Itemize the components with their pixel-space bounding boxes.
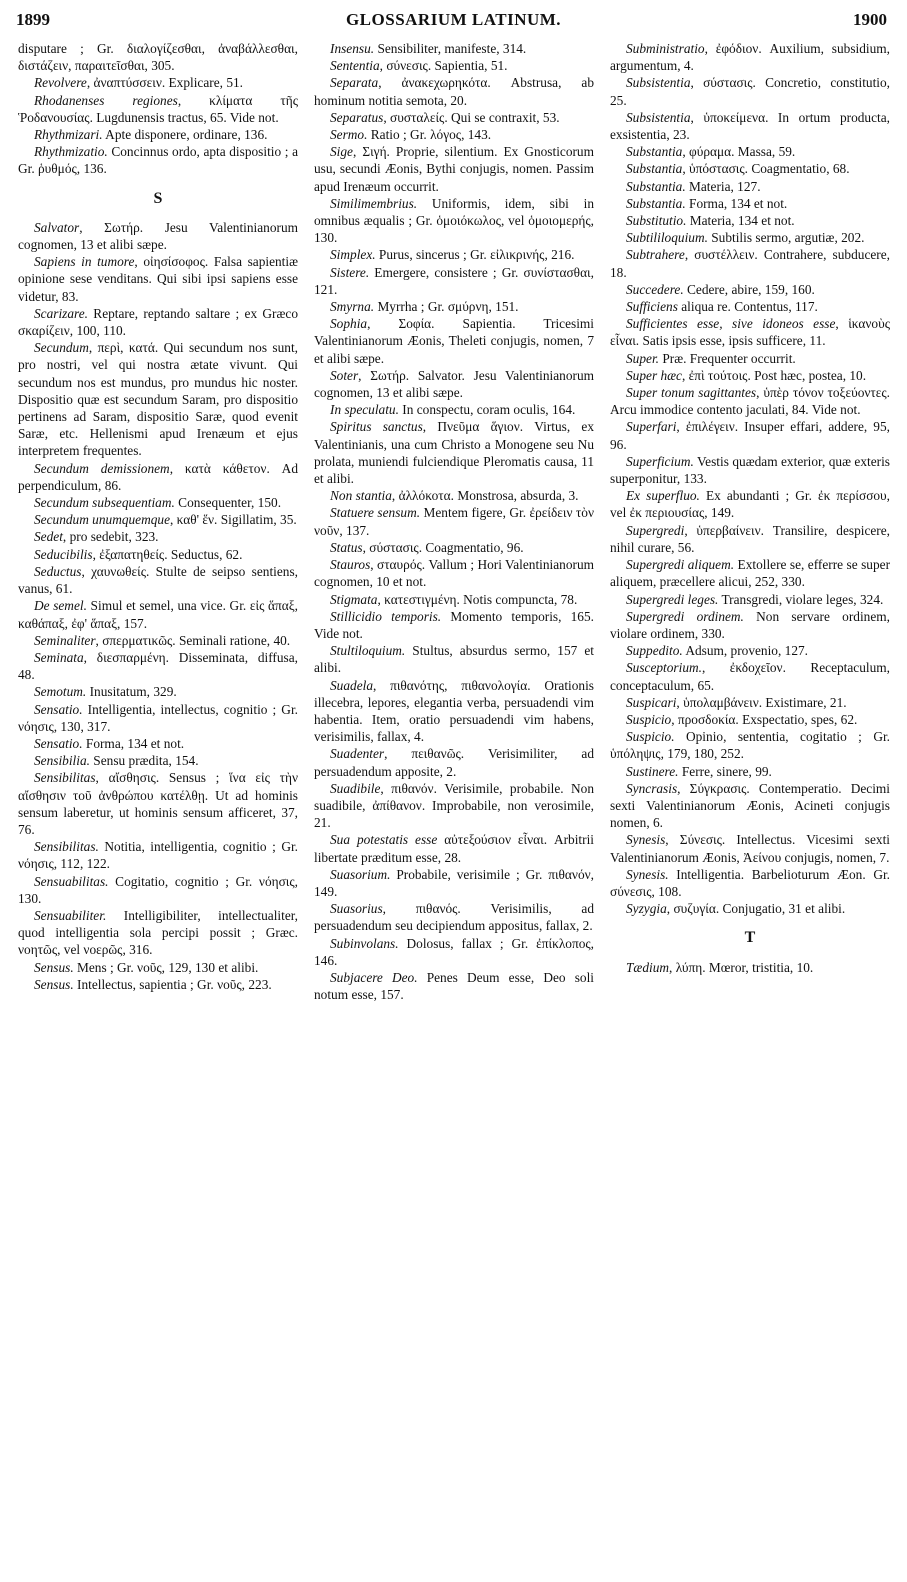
entry-headword: De semel. (34, 598, 87, 614)
glossary-entry (610, 711, 890, 728)
entry-headword: Supergredi leges. (626, 591, 719, 607)
entry-headword: Insensu. (330, 41, 375, 56)
entry-headword: Sedet (34, 529, 63, 545)
entry-headword: Rhodanenses regiones (34, 92, 178, 108)
glossary-entry (610, 728, 890, 762)
entry-headword: Stigmata (330, 591, 378, 607)
glossary-entry (314, 539, 594, 556)
entry-definition: , ἐπὶ τούτοις. Post hæc, postea, 10. (681, 367, 867, 383)
glossary-entry (18, 305, 298, 339)
entry-definition: aliqua re. Contentus, 117. (677, 299, 818, 315)
glossary-entry (314, 264, 594, 298)
glossary-entry (18, 649, 298, 683)
entry-headword: Suspicio (626, 711, 672, 727)
glossary-entry (314, 57, 594, 74)
glossary-entry (314, 969, 594, 1003)
entry-headword: Sufficientes esse, sive idoneos esse (626, 316, 836, 332)
entry-definition: Materia, 134 et not. (686, 213, 795, 229)
glossary-entry (610, 694, 890, 711)
entry-definition: Sensu prædita, 154. (89, 753, 199, 769)
entry-definition: disputare ; Gr. διαλογίζεσθαι, ἀναβάλλεσθαι, διστάζειν, παραιτεῖσθαι, 305. (18, 41, 298, 74)
entry-headword: Non stantia (330, 488, 392, 504)
entry-headword: Stultiloquium. (330, 643, 406, 659)
glossary-entry (610, 780, 890, 832)
entry-definition: Cedere, abire, 159, 160. (683, 281, 815, 297)
entry-headword: In speculatu. (330, 402, 399, 418)
entry-headword: Sensuabiliter. (34, 907, 107, 923)
glossary-entry (610, 831, 890, 865)
entry-definition: Transgredi, violare leges, 324. (718, 591, 884, 607)
entry-definition: , φύραμα. Massa, 59. (682, 144, 796, 160)
entry-definition: Intelligibiliter, intellectualiter, quod intelligentia sola percipi possit ; Græc. νοητῶς, vel νοερῶς, 316. (18, 907, 298, 958)
glossary-entry (18, 563, 298, 597)
entry-headword: Super hæc (626, 367, 682, 383)
glossary-entry (610, 959, 890, 976)
glossary-entry (610, 143, 890, 160)
entry-headword: Sensus. (34, 976, 74, 992)
glossary-entry (314, 556, 594, 590)
entry-headword: Suasorium. (330, 866, 391, 882)
entry-headword: Supergredi aliquem. (626, 557, 735, 573)
entry-headword: Secundum subsequentiam. (34, 495, 175, 511)
entry-headword: Soter (330, 367, 359, 383)
entry-definition: Adsum, provenio, 127. (682, 643, 808, 659)
entry-headword: Sensatio. (34, 735, 83, 751)
entry-headword: Substantia. (626, 178, 686, 194)
glossary-entry (610, 418, 890, 452)
glossary-entry (18, 253, 298, 305)
entry-headword: Substantia (626, 161, 683, 177)
entry-definition: In conspectu, coram oculis, 164. (398, 402, 576, 418)
entry-definition: , ἱκανοὺς εἶναι. Satis ipsis esse, ipsis sufficere, 11. (610, 316, 890, 349)
glossary-entry (314, 315, 594, 367)
glossary-entry (314, 40, 594, 57)
entry-definition: , Σωτήρ. Salvator. Jesu Valentinianorum cognomen, 13 et alibi sæpe. (314, 367, 594, 401)
glossary-entry (18, 683, 298, 700)
entry-headword: Sermo. (330, 127, 368, 143)
entry-headword: Separata (330, 75, 379, 91)
glossary-entry (610, 367, 890, 384)
entry-definition: , Σύνεσις. Intellectus. Vicesimi sexti Valentinianorum Æonis, Ἀείνου conjugis, nomen, 7. (610, 832, 890, 865)
glossary-entry (18, 92, 298, 126)
entry-headword: Suadela (330, 677, 373, 693)
entry-headword: Seminata (34, 649, 84, 665)
entry-definition: Præ. Frequenter occurrit. (659, 350, 796, 366)
entry-definition: Momento temporis, 165. Vide not. (314, 608, 594, 641)
entry-headword: Sophia (330, 316, 368, 332)
glossary-entry (610, 659, 890, 693)
entry-definition: , καθ' ἕν. Sigillatim, 35. (170, 512, 297, 528)
entry-headword: Statuere sensum. (330, 505, 421, 521)
glossary-entry (610, 608, 890, 642)
glossary-entry (314, 126, 594, 143)
glossary-entry (610, 453, 890, 487)
glossary-entry (314, 831, 594, 865)
glossary-entry (18, 873, 298, 907)
glossary-entry (314, 745, 594, 779)
entry-headword: Subinvolans. (330, 935, 399, 951)
entry-headword: Sensibilitas (34, 770, 96, 786)
entry-definition: Myrrha ; Gr. σμύρνη, 151. (374, 299, 519, 315)
entry-definition: , σύστασις. Coagmentatio, 96. (362, 539, 524, 555)
entry-headword: Separatus (330, 109, 384, 125)
entry-definition: , ὑποκείμενα. In ortum producta, exsistentia, 23. (610, 109, 890, 143)
entry-definition: Purus, sincerus ; Gr. εἰλικρινής, 216. (375, 247, 575, 263)
entry-headword: Subtililoquium. (626, 230, 708, 246)
entry-definition: , πιθανόν. Verisimile, probabile. Non suadibile, ἀπίθανον. Improbabile, non verosimile, 21. (314, 780, 594, 831)
entry-definition: , λύπη. Mœror, tristitia, 10. (669, 959, 814, 975)
entry-headword: Smyrna. (330, 299, 375, 315)
glossary-entry (18, 494, 298, 511)
column-right (610, 40, 890, 1572)
glossary-entry (610, 109, 890, 143)
entry-definition: , ὑπὲρ τόνον τοξεύοντες. Arcu immodice contento jaculati, 84. Vide not. (610, 385, 890, 418)
entry-headword: Status (330, 539, 363, 555)
entry-headword: Subministratio (626, 41, 705, 56)
glossary-entry (18, 143, 298, 177)
entry-headword: Secundum demissionem (34, 460, 170, 476)
glossary-entry (610, 160, 890, 177)
glossary-entry (314, 195, 594, 247)
entry-headword: Stauros (330, 557, 371, 573)
entry-definition: Sensibiliter, manifeste, 314. (374, 41, 527, 56)
glossary-entry (610, 642, 890, 659)
entry-definition: Concinnus ordo, apta dispositio ; a Gr. ῥυθμός, 136. (18, 144, 298, 177)
entry-headword: Suspicio. (626, 729, 675, 745)
entry-definition: Stultus, absurdus sermo, 157 et alibi. (314, 643, 594, 676)
glossary-entry (314, 246, 594, 263)
entry-headword: Secundum (34, 340, 89, 356)
glossary-entry (18, 701, 298, 735)
entry-headword: Syncrasis (626, 780, 678, 796)
page-number-right: 1900 (853, 10, 887, 29)
entry-headword: Seminaliter (34, 632, 96, 648)
entry-headword: Sige (330, 144, 353, 160)
entry-headword: Synesis. (626, 866, 669, 882)
entry-definition: , κατεστιγμένη. Notis compuncta, 78. (377, 591, 578, 607)
entry-definition: Materia, 127. (685, 178, 761, 194)
glossary-entry (18, 735, 298, 752)
entry-headword: Semotum. (34, 684, 87, 700)
entry-definition: , συσταλείς. Qui se contraxit, 53. (383, 109, 560, 125)
entry-definition: , αἴσθησις. Sensus ; ἵνα εἰς τὴν αἴσθησιν τοῦ ἀνθρώπου κατέλθῃ. Ut ad hominis sensum laberetur, ut hominis sensum afficeret, 37, 76. (18, 770, 298, 837)
glossary-entry (314, 109, 594, 126)
glossary-entry (314, 866, 594, 900)
glossary-entry (18, 752, 298, 769)
entry-definition: , οἰησίσοφος. Falsa sapientiæ opinione sese venditans. Qui sibi ipsi sapiens esse videtur, 83. (18, 254, 298, 304)
entry-headword: Suspicari (626, 694, 677, 710)
entry-headword: Succedere. (626, 281, 684, 297)
glossary-entry (18, 40, 298, 74)
glossary-entry (610, 229, 890, 246)
entry-definition: Extollere se, efferre se super aliquem, præcellere alicui, 252, 330. (610, 557, 890, 590)
running-title: GLOSSARIUM LATINUM. (345, 10, 562, 29)
entry-headword: Salvator (34, 219, 80, 235)
entry-definition: , ἐφόδιον. Auxilium, subsidium, argumentum, 4. (610, 41, 890, 74)
entry-definition: Uniformis, idem, sibi in omnibus æqualis ; Gr. ὁμοιόκωλος, vel ὁμοιομερής, 130. (314, 195, 594, 246)
entry-definition: , ἐκδοχεῖον. Receptaculum, conceptaculum, 65. (610, 660, 890, 693)
glossary-entry (314, 780, 594, 832)
entry-definition: Simul et semel, una vice. Gr. εἰς ἅπαξ, καθάπαξ, ἐφ' ἅπαξ, 157. (18, 598, 298, 631)
glossary-entry (314, 504, 594, 538)
entry-headword: Super tonum sagittantes (626, 385, 757, 401)
entry-definition: , ὑπερβαίνειν. Transilire, despicere, nihil curare, 56. (610, 522, 890, 555)
entry-headword: Secundum unumquemque (34, 512, 170, 528)
entry-definition: , ὑπόστασις. Coagmentatio, 68. (682, 161, 850, 177)
glossary-entry (610, 246, 890, 280)
entry-headword: Substantia. (626, 195, 686, 211)
glossary-entry (610, 522, 890, 556)
column-left (18, 40, 298, 1572)
glossary-entry (18, 976, 298, 993)
entry-headword: Simplex. (330, 247, 376, 263)
entry-headword: Sensatio. (34, 701, 83, 717)
entry-definition: Opinio, sententia, cogitatio ; Gr. ὑπόληψις, 179, 180, 252. (610, 729, 890, 762)
section-letter: T (744, 929, 756, 947)
entry-definition: , κατὰ κάθετον. Ad perpendiculum, 86. (18, 460, 298, 493)
entry-definition: Notitia, intelligentia, cognitio ; Gr. νόησις, 112, 122. (18, 839, 298, 872)
glossary-entry (314, 642, 594, 676)
entry-headword: Substantia (626, 144, 683, 160)
entry-headword: Superfari (626, 419, 677, 435)
entry-definition: Forma, 134 et not. (82, 735, 185, 751)
entry-definition: Cogitatio, cognitio ; Gr. νόησις, 130. (18, 873, 298, 906)
entry-definition: , pro sedebit, 323. (62, 529, 159, 545)
entry-headword: Revolvere (34, 75, 87, 91)
entry-definition: Ferre, sinere, 99. (678, 763, 772, 779)
entry-definition: , Σοφία. Sapientia. Tricesimi Valentinianorum Æonis, Theleti conjugis, nomen, 7 et alibi sæpe. (314, 316, 594, 366)
entry-definition: , ἐξαπατηθείς. Seductus, 62. (92, 546, 243, 562)
column-middle (314, 40, 594, 1572)
entry-headword: Superficium. (626, 453, 694, 469)
entry-definition: Ex abundanti ; Gr. ἐκ περίσσου, vel ἐκ περιουσίας, 149. (610, 488, 890, 521)
entry-definition: , Σωτήρ. Jesu Valentinianorum cognomen, 13 et alibi sæpe. (18, 219, 298, 253)
glossary-entry (610, 281, 890, 298)
glossary-entry (314, 935, 594, 969)
glossary-entry (18, 597, 298, 631)
entry-definition: Intelligentia. Barbelioturum Æon. Gr. σύνεσις, 108. (610, 866, 890, 899)
glossary-entry (18, 339, 298, 459)
entry-definition: , ὑπολαμβάνειν. Existimare, 21. (676, 694, 847, 710)
glossary-entry (18, 907, 298, 959)
entry-definition: Mentem figere, Gr. ἐρείδειν τὸν νοῦν, 137. (314, 505, 594, 538)
entry-definition: Inusitatum, 329. (86, 684, 177, 700)
entry-definition: , ἀλλόκοτα. Monstrosa, absurda, 3. (391, 488, 579, 504)
glossary-entry (610, 195, 890, 212)
entry-headword: Suadibile (330, 780, 381, 796)
entry-headword: Sensuabilitas. (34, 873, 109, 889)
entry-headword: Ex superfluo. (626, 488, 700, 504)
entry-headword: Suppedito. (626, 643, 683, 659)
glossary-entry (314, 608, 594, 642)
glossary-entry (610, 384, 890, 418)
entry-definition: Vestis quædam exterior, quæ exteris superponitur, 133. (610, 453, 890, 487)
entry-headword: Subjacere Deo. (330, 969, 418, 985)
entry-headword: Susceptorium. (626, 660, 702, 676)
entry-headword: Sensibilitas. (34, 839, 99, 855)
entry-headword: Similimembrius. (330, 195, 418, 211)
glossary-entry (18, 74, 298, 91)
glossary-entry (610, 900, 890, 917)
entry-headword: Seductus (34, 563, 82, 579)
entry-headword: Subtrahere (626, 247, 685, 263)
glossary-entry (18, 838, 298, 872)
glossary-entry (610, 763, 890, 780)
entry-headword: Rhythmizatio. (34, 144, 108, 160)
entry-definition: Mens ; Gr. νοῦς, 129, 130 et alibi. (73, 959, 259, 975)
entry-headword: Sufficiens (626, 299, 678, 315)
glossary-entry (314, 900, 594, 934)
entry-definition: Non servare ordinem, violare ordinem, 330. (610, 608, 890, 641)
glossary-entry (18, 959, 298, 976)
entry-definition: Ratio ; Gr. λόγος, 143. (367, 127, 492, 143)
glossary-entry (314, 401, 594, 418)
entry-headword: Subsistentia (626, 75, 691, 91)
entry-definition: Probabile, verisimile ; Gr. πιθανόν, 149. (314, 866, 594, 899)
entry-definition: Consequenter, 150. (174, 495, 282, 511)
glossary-entry (18, 528, 298, 545)
glossary-entry (314, 143, 594, 195)
glossary-entry (314, 418, 594, 487)
entry-definition: Forma, 134 et not. (685, 195, 788, 211)
entry-headword: Sensus. (34, 959, 74, 975)
entry-definition: , διεσπαρμένη. Disseminata, diffusa, 48. (18, 649, 298, 683)
entry-headword: Sistere. (330, 264, 370, 280)
entry-headword: Sensibilia. (34, 753, 90, 769)
entry-definition: Reptare, reptando saltare ; ex Græco σκαρίζειν, 100, 110. (18, 305, 298, 339)
entry-headword: Substitutio. (626, 213, 687, 229)
entry-definition: , Σιγή. Proprie, silentium. Ex Gnosticorum usu, secundi Æonis, Bythi conjugis, nomen. Passim apud Irenæum occurrit. (314, 144, 594, 194)
glossary-entry (18, 126, 298, 143)
glossary-entry (610, 556, 890, 590)
entry-definition: , περὶ, κατά. Qui secundum nos sunt, pro nostri, vel qui nostra ætate vivunt. Qui secundum nos est mundus, pro mundus hic noster. Dispositio quæ est secundum Saram, pro dispositio pertinens ad Saram, dispositio Saræ, quod evenit Saræ, etc. Hellenismi apud Irenæum et ejus interpretem frequentes. (18, 340, 298, 459)
entry-headword: Spiritus sanctus (330, 419, 423, 435)
glossary-entry (610, 298, 890, 315)
glossary-entry (314, 367, 594, 401)
glossary-entry (18, 632, 298, 649)
glossary-entry (18, 511, 298, 528)
entry-definition: , πιθανός. Verisimilis, ad persuadendum seu decipiendum appositus, fallax, 2. (314, 901, 594, 934)
entry-headword: Rhythmizari. (34, 127, 103, 143)
glossary-entry (18, 460, 298, 494)
glossary-entry (314, 677, 594, 746)
glossary-entry (314, 74, 594, 108)
entry-definition: Intelligentia, intellectus, cognitio ; Gr. νόησις, 130, 317. (18, 701, 298, 734)
entry-headword: Syzygia (626, 901, 667, 917)
entry-headword: Supergredi (626, 522, 685, 538)
entry-definition: , συζυγία. Conjugatio, 31 et alibi. (666, 901, 846, 917)
glossary-entry (610, 178, 890, 195)
entry-headword: Stillicidio temporis. (330, 608, 442, 624)
entry-headword: Supergredi ordinem. (626, 608, 744, 624)
glossary-entry (18, 219, 298, 253)
glossary-entry (314, 591, 594, 608)
entry-headword: Tædium (626, 959, 670, 975)
glossary-entry (18, 769, 298, 838)
glossary-entry (610, 212, 890, 229)
entry-definition: , πιθανότης, πιθανολογία. Orationis illecebra, lepores, elegantia verba, persuadendi vim habentia. Item, oratio persuadendi vim habens, verisimilis, fallax, 4. (314, 677, 594, 745)
entry-headword: Sententia (330, 58, 380, 74)
glossary-entry (610, 866, 890, 900)
entry-headword: Suadenter (330, 746, 385, 762)
entry-definition: , σταυρός. Vallum ; Hori Valentinianorum cognomen, 10 et not. (314, 557, 594, 590)
entry-definition: , σπερματικῶς. Seminali ratione, 40. (95, 632, 291, 648)
entry-headword: Synesis (626, 832, 666, 848)
entry-definition: Subtilis sermo, argutiæ, 202. (707, 230, 865, 246)
entry-headword: Sustinere. (626, 763, 679, 779)
section-letter: S (153, 189, 163, 207)
entry-definition: , σύνεσις. Sapientia, 51. (379, 58, 508, 74)
entry-headword: Subsistentia (626, 109, 691, 125)
entry-definition: , κλίματα τῆς Ῥοδανουσίας. Lugdunensis tractus, 65. Vide not. (18, 92, 298, 125)
entry-headword: Suasorius (330, 901, 383, 917)
entry-definition: , ἀναπτύσσειν. Explicare, 51. (86, 75, 243, 91)
entry-definition: Dolosus, fallax ; Gr. ἐπίκλοπος, 146. (314, 935, 594, 968)
glossary-entry (610, 487, 890, 521)
glossary-entry (610, 591, 890, 608)
entry-headword: Super. (626, 350, 659, 366)
entry-definition: Emergere, consistere ; Gr. συνίστασθαι, 121. (314, 264, 594, 297)
entry-definition: , πειθανῶς. Verisimiliter, ad persuadendum apposite, 2. (314, 746, 594, 779)
page-number-left: 1899 (16, 10, 50, 29)
entry-headword: Sua potestatis esse (330, 832, 438, 848)
glossary-entry (314, 487, 594, 504)
entry-definition: , ἐπιλέγειν. Insuper effari, addere, 95, 96. (610, 419, 890, 452)
glossary-entry (610, 350, 890, 367)
glossary-entry (18, 546, 298, 563)
entry-definition: , Πνεῦμα ἅγιον. Virtus, ex Valentinianis, una cum Christo a Monogene seu Nu prolata, muniendi fulciendique Pleromatis causa, 11 et alibi. (314, 419, 594, 487)
entry-definition: , Σύγκρασις. Contemperatio. Decimi sexti Valentinianorum Æonis, Acineti conjugis nomen, 6. (610, 780, 890, 831)
entry-headword: Scarizare. (34, 305, 88, 321)
entry-definition: , σύστασις. Concretio, constitutio, 25. (610, 75, 890, 108)
glossary-entry (610, 40, 890, 74)
entry-definition: αὐτεξούσιον εἶναι. Arbitrii libertate præditum esse, 28. (314, 832, 594, 865)
entry-definition: , προσδοκία. Exspectatio, spes, 62. (671, 711, 858, 727)
entry-definition: Intellectus, sapientia ; Gr. νοῦς, 223. (73, 976, 272, 992)
entry-definition: Apte disponere, ordinare, 136. (102, 127, 268, 143)
entry-definition: , χαυνωθείς. Stulte de seipso sentiens, vanus, 61. (18, 563, 298, 597)
glossary-entry (314, 298, 594, 315)
entry-headword: Seducibilis (34, 546, 93, 562)
entry-headword: Sapiens in tumore (34, 254, 135, 270)
glossary-entry (610, 315, 890, 349)
entry-definition: , ἀνακεχωρηκότα. Abstrusa, ab hominum notitia semota, 20. (314, 75, 594, 108)
entry-definition: Penes Deum esse, Deo soli notum esse, 157. (314, 969, 594, 1003)
glossary-entry (610, 74, 890, 108)
entry-definition: , συστέλλειν. Contrahere, subducere, 18. (610, 247, 890, 280)
